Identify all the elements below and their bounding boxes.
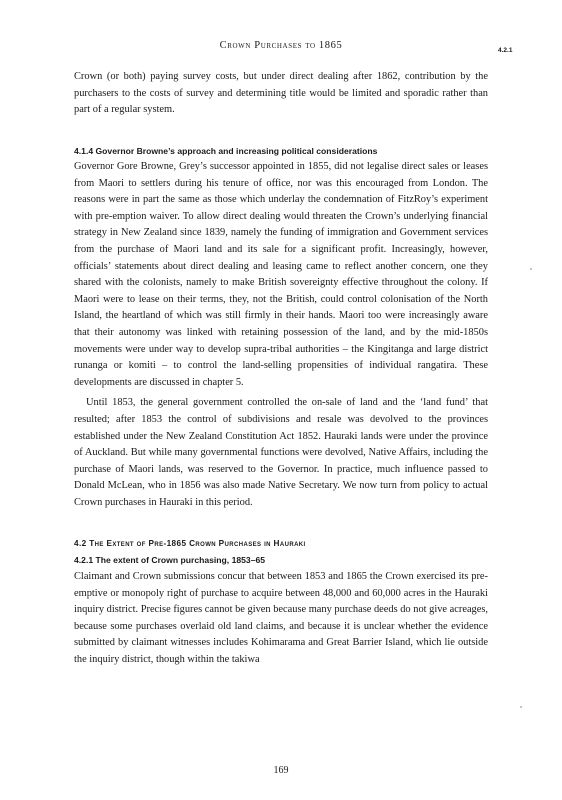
section-4-2-1-paragraph-1: Claimant and Crown submissions concur that between 1853 and 1865 the Crown exercised its pre-emptive or monopoly right of purchase to acquire between 48,000 and 60,000 acres in the Hauraki inquiry district. Precise figures cannot be given because many purchase deeds do not give acreages, because some purchases overlaid old land claims, and because it is unclear whether the evidence submitted by claimant witnesses includes Kohimarama and Great Barrier Island, which lie outside the inquiry district, though within the takiwa [74, 571, 488, 665]
section-4-1-4-paragraph-2: Until 1853, the general government controlled the on-sale of land and the ‘land fund’ that resulted; after 1853 the control of subdivisions and resale was devolved to the provinces established under the New Zealand Constitution Act 1852. Hauraki lands were under the province of Auckland. But while many governmental functions were devolved, Native Affairs, including the purchase of Maori lands, was reserved to the Governor. In practice, much influence passed to Donald McLean, who in 1856 was also made Native Secretary. We now turn from policy to actual Crown purchases in Hauraki in this period. [74, 397, 488, 508]
section-reference: 4.2.1 [498, 47, 513, 54]
page-number: 169 [273, 765, 289, 776]
subsection-heading-4-2-1: 4.2.1 The extent of Crown purchasing, 1853–65 [74, 555, 266, 565]
scan-speck [530, 268, 532, 270]
intro-paragraph: Crown (or both) paying survey costs, but under direct dealing after 1862, contribution by the purchasers to the costs of survey and determining title would be limited and sporadic rather than part of a regular system. [74, 71, 488, 116]
section-heading-4-2 [74, 537, 488, 551]
section-4-1-4 [74, 144, 488, 511]
running-title: Crown Purchases to 1865 [219, 40, 343, 51]
running-header [0, 40, 562, 51]
section-4-2 [74, 537, 488, 669]
intro-block [74, 69, 488, 119]
section-heading-4-2-text: 4.2 The Extent of Pre-1865 Crown Purchases in Hauraki [74, 539, 306, 548]
section-4-1-4-paragraph-1: Governor Gore Browne, Grey’s successor appointed in 1855, did not legalise direct sales or leases from Maori to settlers during his tenure of office, nor was this encouraged from London. The reasons were in part the same as those which underlay the condemnation of FitzRoy’s experiment with pre-emption waiver. To allow direct dealing would threaten the Crown’s underlying financial strategy in New Zealand since 1839, namely the funding of immigration and Government services from the purchase of Maori land and its sale for a significant profit. Increasingly, however, officials’ statements about direct dealing and leasing came to reflect another concern, one they shared with the colonists, namely to make British sovereignty effective throughout the colony. If Maori were to lease on their terms, they, not the British, could control colonisation of the North Island, the heartland of which was still firmly in their hands. Maori too were increasingly aware that their autonomy was linked with retaining possession of the land, and by the mid-1850s movements were under way to develop supra-tribal authorities – the Kingitanga and large district runanga or komiti – to control the land-selling propensities of individual rangatira. These developments are discussed in chapter 5. [74, 161, 488, 388]
scan-speck [520, 706, 522, 708]
section-heading-4-1-4: 4.1.4 Governor Browne’s approach and increasing political considerations [74, 146, 378, 156]
